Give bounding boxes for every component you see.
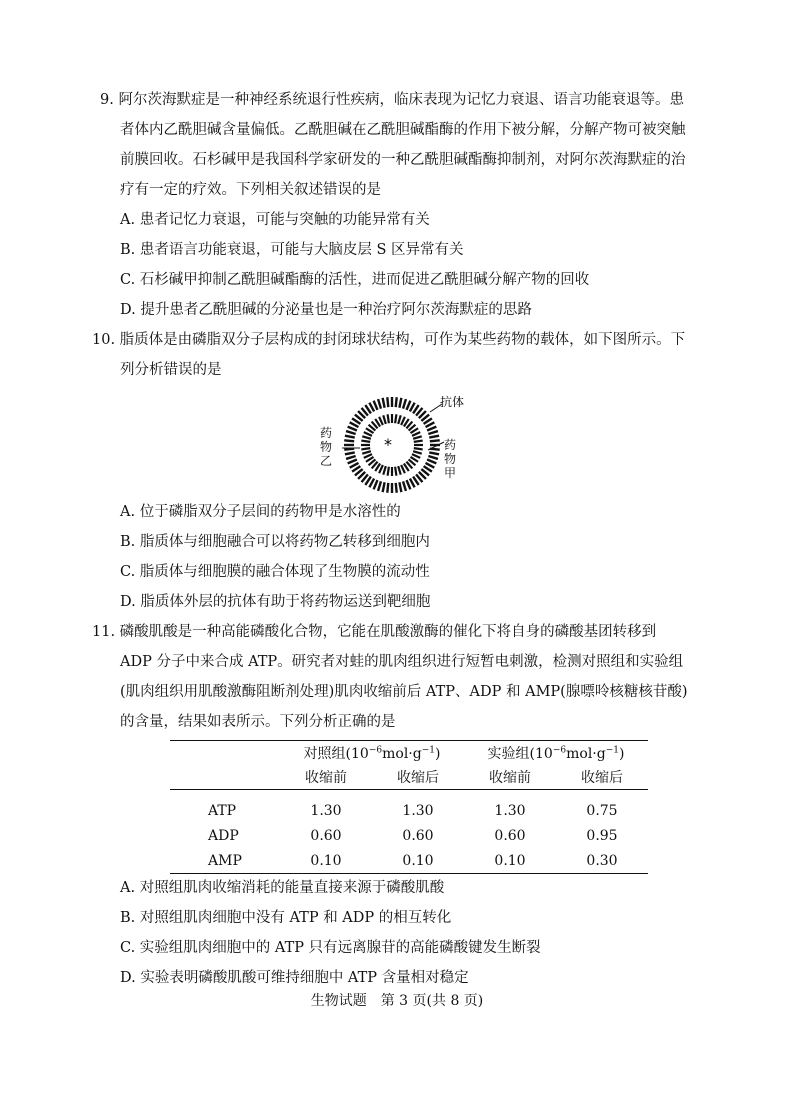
phospholipid-molecule [387, 397, 388, 407]
table-row: AMP 0.10 0.10 0.10 0.30 [170, 848, 648, 874]
phospholipid-molecule [430, 440, 440, 441]
q9-line-3: 前膜回收。石杉碱甲是我国科学家研发的一种乙酰胆碱酯酶抑制剂，对阿尔茨海默症的治 [120, 152, 686, 168]
q9-option-b: B. 患者语言功能衰退，可能与大脑皮层 S 区异常有关 [120, 242, 464, 258]
phospholipid-molecule [383, 415, 386, 424]
header-control-group: 对照组$(10^{-6}mol\cdot g^{-1})$ [303, 745, 441, 762]
phospholipid-molecule [395, 414, 396, 423]
q9-line-4: 疗有一定的疗效。下列相关叙述错误的是 [120, 182, 381, 198]
label-drug-a: 药物甲 [444, 438, 457, 480]
q11-option-d: D. 实验表明磷酸肌酸可维持细胞中 ATP 含量相对稳定 [120, 970, 469, 986]
header-exp-after: 收缩后 [556, 765, 648, 790]
phospholipid-molecule [427, 427, 436, 431]
q9-option-c: C. 石杉碱甲抑制乙酰胆碱酯酶的活性，进而促进乙酰胆碱分解产物的回收 [120, 272, 590, 288]
phospholipid-molecule [414, 441, 423, 442]
phospholipid-molecule [412, 432, 420, 436]
phospholipid-molecule [378, 399, 381, 409]
phospholipid-molecule [383, 398, 385, 408]
q11-option-b: B. 对照组肌肉细胞中没有 ATP 和 ADP 的相互转化 [120, 910, 452, 926]
phospholipid-molecule [413, 436, 422, 439]
q11-option-c: C. 实验组肌肉细胞中的 ATP 只有远离腺苷的高能磷酸键发生断裂 [120, 940, 541, 956]
phospholipid-molecule [429, 452, 439, 454]
phospholipid-molecule [398, 466, 401, 475]
phospholipid-molecule [427, 460, 436, 464]
phospholipid-molecule [413, 451, 422, 454]
q9-option-a: A. 患者记忆力衰退，可能与突触的功能异常有关 [120, 212, 430, 228]
phospholipid-molecule [401, 465, 405, 473]
header-control-before: 收缩前 [280, 765, 372, 790]
atp-data-table [170, 740, 648, 874]
phospholipid-molecule [344, 449, 354, 450]
phospholipid-molecule [401, 417, 405, 425]
q10-option-a: A. 位于磷脂双分子层间的药物甲是水溶性的 [120, 504, 401, 520]
phospholipid-molecule [395, 467, 396, 476]
q10-option-c: C. 脂质体与细胞膜的融合体现了生物膜的流动性 [120, 564, 430, 580]
phospholipid-molecule [396, 397, 397, 407]
phospholipid-molecule [407, 401, 411, 410]
phospholipid-molecule [412, 454, 420, 458]
label-drug-b: 药物乙 [320, 426, 333, 468]
drug-center-mark: * [384, 435, 392, 454]
q11-line-3: (肌肉组织用肌酸激酶阻断剂处理)肌肉收缩前后 ATP、ADP 和 AMP(腺嘌呤核糖核苷酸) [120, 684, 688, 700]
q11-line-1: 11. 磷酸肌酸是一种高能磷酸化合物，它能在肌酸激酶的催化下将自身的磷酸基团转移到 [92, 624, 657, 640]
phospholipid-molecule [364, 454, 372, 458]
phospholipid-molecule [362, 451, 371, 454]
phospholipid-molecule [344, 440, 354, 441]
phospholipid-molecule [378, 481, 381, 491]
phospholipid-molecule [362, 436, 371, 439]
phospholipid-molecule [388, 414, 389, 423]
phospholipid-molecule [396, 483, 397, 493]
phospholipid-molecule [345, 452, 355, 454]
phospholipid-molecule [374, 480, 378, 489]
header-exp-before: 收缩前 [464, 765, 556, 790]
phospholipid-molecule [429, 436, 439, 438]
header-experiment-group: 实验组$(10^{-6}mol\cdot g^{-1})$ [487, 745, 625, 762]
phospholipid-molecule [346, 456, 356, 459]
q9-option-d: D. 提升患者乙酰胆碱的分泌量也是一种治疗阿尔茨海默症的思路 [120, 302, 532, 318]
q9-line-1: 9. 阿尔茨海默症是一种神经系统退行性疾病，临床表现为记忆力衰退、语言功能衰退等。患 [100, 92, 684, 108]
q10-line-1: 10. 脂质体是由磷脂双分子层构成的封闭球状结构，可作为某些药物的载体，如下图所示。下 [92, 332, 686, 348]
phospholipid-molecule [374, 401, 378, 410]
phospholipid-molecule [348, 427, 357, 431]
phospholipid-molecule [398, 415, 401, 424]
phospholipid-molecule [428, 456, 438, 459]
phospholipid-molecule [388, 467, 389, 476]
page-footer: 生物试题 第 3 页(共 8 页) [310, 993, 484, 1009]
phospholipid-molecule [364, 432, 372, 436]
phospholipid-molecule [361, 448, 370, 449]
phospholipid-molecule [383, 466, 386, 475]
atp-table [170, 740, 648, 874]
phospholipid-molecule [428, 431, 438, 434]
phospholipid-molecule [346, 431, 356, 434]
phospholipid-molecule [361, 441, 370, 442]
phospholipid-molecule [345, 436, 355, 438]
phospholipid-molecule [407, 480, 411, 489]
phospholipid-molecule [414, 448, 423, 449]
phospholipid-molecule [383, 482, 385, 492]
q10-option-b: B. 脂质体与细胞融合可以将药物乙转移到细胞内 [120, 534, 430, 550]
q11-line-4: 的含量，结果如表所示。下列分析正确的是 [120, 714, 396, 730]
q10-line-2: 列分析错误的是 [120, 362, 222, 378]
liposome-diagram [320, 390, 490, 500]
phospholipid-inner-layer [361, 414, 423, 476]
phospholipid-molecule [399, 482, 401, 492]
phospholipid-molecule [403, 399, 406, 409]
q11-line-2: ADP 分子中来合成 ATP。研究者对蛙的肌肉组织进行短暂电刺激，检测对照组和实验组 [120, 654, 684, 670]
phospholipid-molecule [399, 398, 401, 408]
phospholipid-molecule [403, 481, 406, 491]
q11-option-a: A. 对照组肌肉收缩消耗的能量直接来源于磷酸肌酸 [120, 880, 445, 896]
q10-option-d: D. 脂质体外层的抗体有助于将药物运送到靶细胞 [120, 594, 431, 610]
liposome-svg [320, 390, 490, 500]
q9-line-2: 者体内乙酰胆碱含量偏低。乙酰胆碱在乙酰胆碱酯酶的作用下被分解，分解产物可被突触 [120, 122, 686, 138]
phospholipid-molecule [387, 483, 388, 493]
header-control-after: 收缩后 [372, 765, 464, 790]
phospholipid-molecule [348, 460, 357, 464]
table-row: ATP 1.30 1.30 1.30 0.75 [208, 802, 618, 819]
table-row: ADP 0.60 0.60 0.60 0.95 [208, 827, 618, 844]
phospholipid-molecule [379, 417, 383, 425]
phospholipid-outer-layer [344, 397, 440, 493]
phospholipid-molecule [379, 465, 383, 473]
label-antibody: 抗体 [440, 395, 465, 409]
